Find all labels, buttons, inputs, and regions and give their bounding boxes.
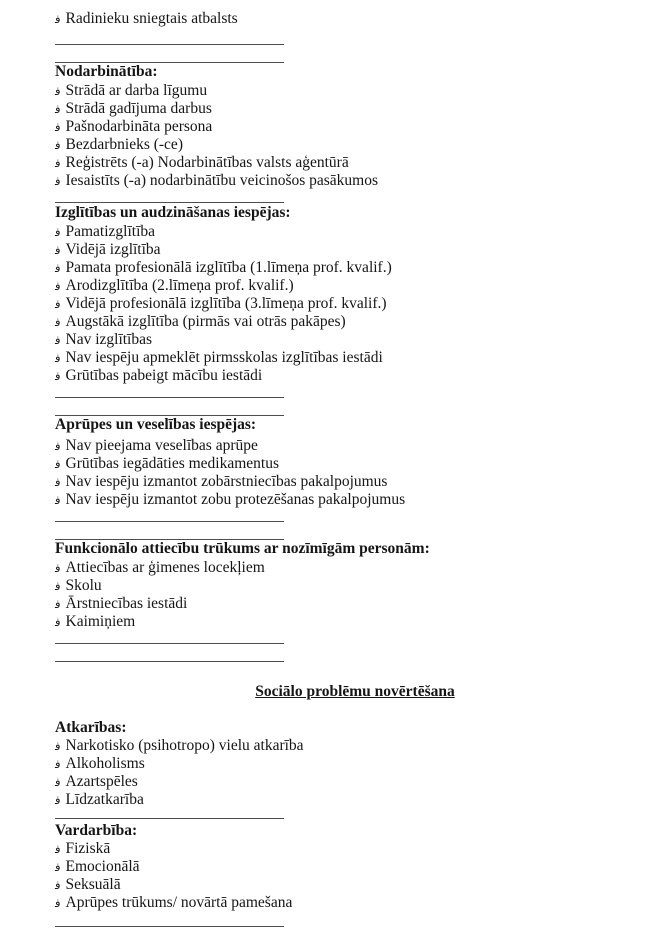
checkbox-item xyxy=(55,473,387,491)
section-heading: Nodarbinātība: xyxy=(55,63,158,80)
checkbox-icon: ﻓ xyxy=(55,102,61,116)
checkbox-icon: ﻓ xyxy=(55,120,61,134)
checkbox-icon: ﻓ xyxy=(55,279,61,293)
fill-in-line xyxy=(55,643,284,644)
checkbox-item xyxy=(55,876,121,894)
checkbox-icon: ﻓ xyxy=(55,138,61,152)
checkbox-item-label: Vidējā izglītība xyxy=(65,241,161,258)
checkbox-item-label: Azartspēles xyxy=(65,773,138,790)
checkbox-icon: ﻓ xyxy=(55,597,61,611)
checkbox-item-label: Reģistrēts (-a) Nodarbinātības valsts aģentūrā xyxy=(65,154,349,171)
checkbox-icon: ﻓ xyxy=(55,243,61,257)
checkbox-icon: ﻓ xyxy=(55,842,61,856)
checkbox-icon: ﻓ xyxy=(55,369,61,383)
checkbox-item xyxy=(55,118,212,136)
checkbox-item xyxy=(55,313,346,331)
checkbox-icon: ﻓ xyxy=(55,878,61,892)
section-heading: Atkarības: xyxy=(55,719,127,736)
checkbox-item-label: Fiziskā xyxy=(65,840,111,857)
checkbox-icon: ﻓ xyxy=(55,579,61,593)
checkbox-icon: ﻓ xyxy=(55,351,61,365)
checkbox-item xyxy=(55,737,304,755)
checkbox-item-label: Aprūpes trūkums/ novārtā pamešana xyxy=(65,894,293,911)
checkbox-item xyxy=(55,613,135,631)
checkbox-item-label: Grūtības iegādāties medikamentus xyxy=(65,455,279,472)
checkbox-item-label: Pamatizglītība xyxy=(65,223,156,240)
checkbox-item xyxy=(55,840,110,858)
checkbox-icon: ﻓ xyxy=(55,739,61,753)
checkbox-icon: ﻓ xyxy=(55,261,61,275)
section-heading: Aprūpes un veselības iespējas: xyxy=(55,416,257,433)
checkbox-item-label: Līdzatkarība xyxy=(65,791,144,808)
checkbox-item-label: Vidējā profesionālā izglītība (3.līmeņa prof. kvalif.) xyxy=(65,295,387,312)
checkbox-item xyxy=(55,894,292,912)
checkbox-icon: ﻓ xyxy=(55,775,61,789)
fill-in-line xyxy=(55,521,284,522)
checkbox-item-label: Kaimiņiem xyxy=(65,613,136,630)
checkbox-item xyxy=(55,154,349,172)
checkbox-icon: ﻓ xyxy=(55,457,61,471)
fill-in-line xyxy=(55,818,284,819)
checkbox-item-label: Ārstniecības iestādi xyxy=(65,595,188,612)
checkbox-item xyxy=(55,559,265,577)
checkbox-icon: ﻓ xyxy=(55,156,61,170)
fill-in-line xyxy=(55,926,284,927)
checkbox-item-label: Radinieku sniegtais atbalsts xyxy=(65,10,238,27)
checkbox-icon: ﻓ xyxy=(55,793,61,807)
checkbox-icon: ﻓ xyxy=(55,84,61,98)
checkbox-icon: ﻓ xyxy=(55,333,61,347)
checkbox-item xyxy=(55,259,392,277)
checkbox-item xyxy=(55,277,294,295)
checkbox-icon: ﻓ xyxy=(55,561,61,575)
checkbox-item xyxy=(55,223,155,241)
checkbox-item xyxy=(55,172,378,190)
checkbox-icon: ﻓ xyxy=(55,12,61,26)
checkbox-item-label: Bezdarbnieks (-ce) xyxy=(65,136,183,153)
checkbox-item xyxy=(55,755,145,773)
section-heading: Vardarbība: xyxy=(55,822,138,839)
checkbox-item xyxy=(55,241,161,259)
checkbox-item xyxy=(55,577,102,595)
checkbox-item-label: Nav iespēju izmantot zobu protezēšanas pakalpojumus xyxy=(65,491,406,508)
checkbox-item-label: Emocionālā xyxy=(65,858,140,875)
checkbox-item xyxy=(55,491,405,509)
checkbox-item-label: Alkoholisms xyxy=(65,755,145,772)
fill-in-line xyxy=(55,661,284,662)
fill-in-line xyxy=(55,397,284,398)
checkbox-item-label: Narkotisko (psihotropo) vielu atkarība xyxy=(65,737,304,754)
checkbox-icon: ﻓ xyxy=(55,896,61,910)
checkbox-item-label: Nav pieejama veselības aprūpe xyxy=(65,437,258,454)
checkbox-item xyxy=(55,349,383,367)
checkbox-icon: ﻓ xyxy=(55,315,61,329)
checkbox-item-label: Nav iespēju izmantot zobārstniecības pakalpojumus xyxy=(65,473,388,490)
checkbox-item xyxy=(55,331,152,349)
checkbox-icon: ﻓ xyxy=(55,225,61,239)
checkbox-item xyxy=(55,82,207,100)
document-part-heading: Sociālo problēmu novērtēšana xyxy=(255,683,455,700)
checkbox-icon: ﻓ xyxy=(55,297,61,311)
checkbox-item xyxy=(55,791,144,809)
checkbox-item-label: Nav iespēju apmeklēt pirmsskolas izglītības iestādi xyxy=(65,349,383,366)
checkbox-item-label: Seksuālā xyxy=(65,876,121,893)
checkbox-icon: ﻓ xyxy=(55,757,61,771)
checkbox-icon: ﻓ xyxy=(55,493,61,507)
checkbox-item xyxy=(55,10,238,28)
checkbox-item xyxy=(55,136,183,154)
checkbox-icon: ﻓ xyxy=(55,860,61,874)
checkbox-item-label: Iesaistīts (-a) nodarbinātību veicinošos pasākumos xyxy=(65,172,379,189)
checkbox-icon: ﻓ xyxy=(55,475,61,489)
checkbox-item xyxy=(55,437,258,455)
checkbox-item-label: Skolu xyxy=(65,577,102,594)
checkbox-item-label: Arodizglītība (2.līmeņa prof. kvalif.) xyxy=(65,277,294,294)
checkbox-item xyxy=(55,455,279,473)
checkbox-item-label: Strādā gadījuma darbus xyxy=(65,100,212,117)
checkbox-item-label: Augstākā izglītība (pirmās vai otrās pakāpes) xyxy=(65,313,346,330)
checkbox-item-label: Strādā ar darba līgumu xyxy=(65,82,208,99)
fill-in-line xyxy=(55,202,284,203)
section-heading: Izglītības un audzināšanas iespējas: xyxy=(55,204,291,221)
checkbox-item xyxy=(55,858,140,876)
checkbox-item xyxy=(55,295,387,313)
section-heading: Funkcionālo attiecību trūkums ar nozīmīgām personām: xyxy=(55,540,430,557)
checkbox-item-label: Pašnodarbināta persona xyxy=(65,118,213,135)
fill-in-line xyxy=(55,44,284,45)
checkbox-icon: ﻓ xyxy=(55,174,61,188)
checkbox-icon: ﻓ xyxy=(55,439,61,453)
checkbox-item-label: Grūtības pabeigt mācību iestādi xyxy=(65,367,263,384)
checkbox-item xyxy=(55,773,138,791)
checkbox-item xyxy=(55,100,212,118)
checkbox-item-label: Pamata profesionālā izglītība (1.līmeņa prof. kvalif.) xyxy=(65,259,392,276)
checkbox-item xyxy=(55,595,187,613)
checkbox-item-label: Nav izglītības xyxy=(65,331,153,348)
checkbox-item-label: Attiecības ar ģimenes locekļiem xyxy=(65,559,265,576)
checkbox-item xyxy=(55,367,262,385)
checkbox-icon: ﻓ xyxy=(55,615,61,629)
